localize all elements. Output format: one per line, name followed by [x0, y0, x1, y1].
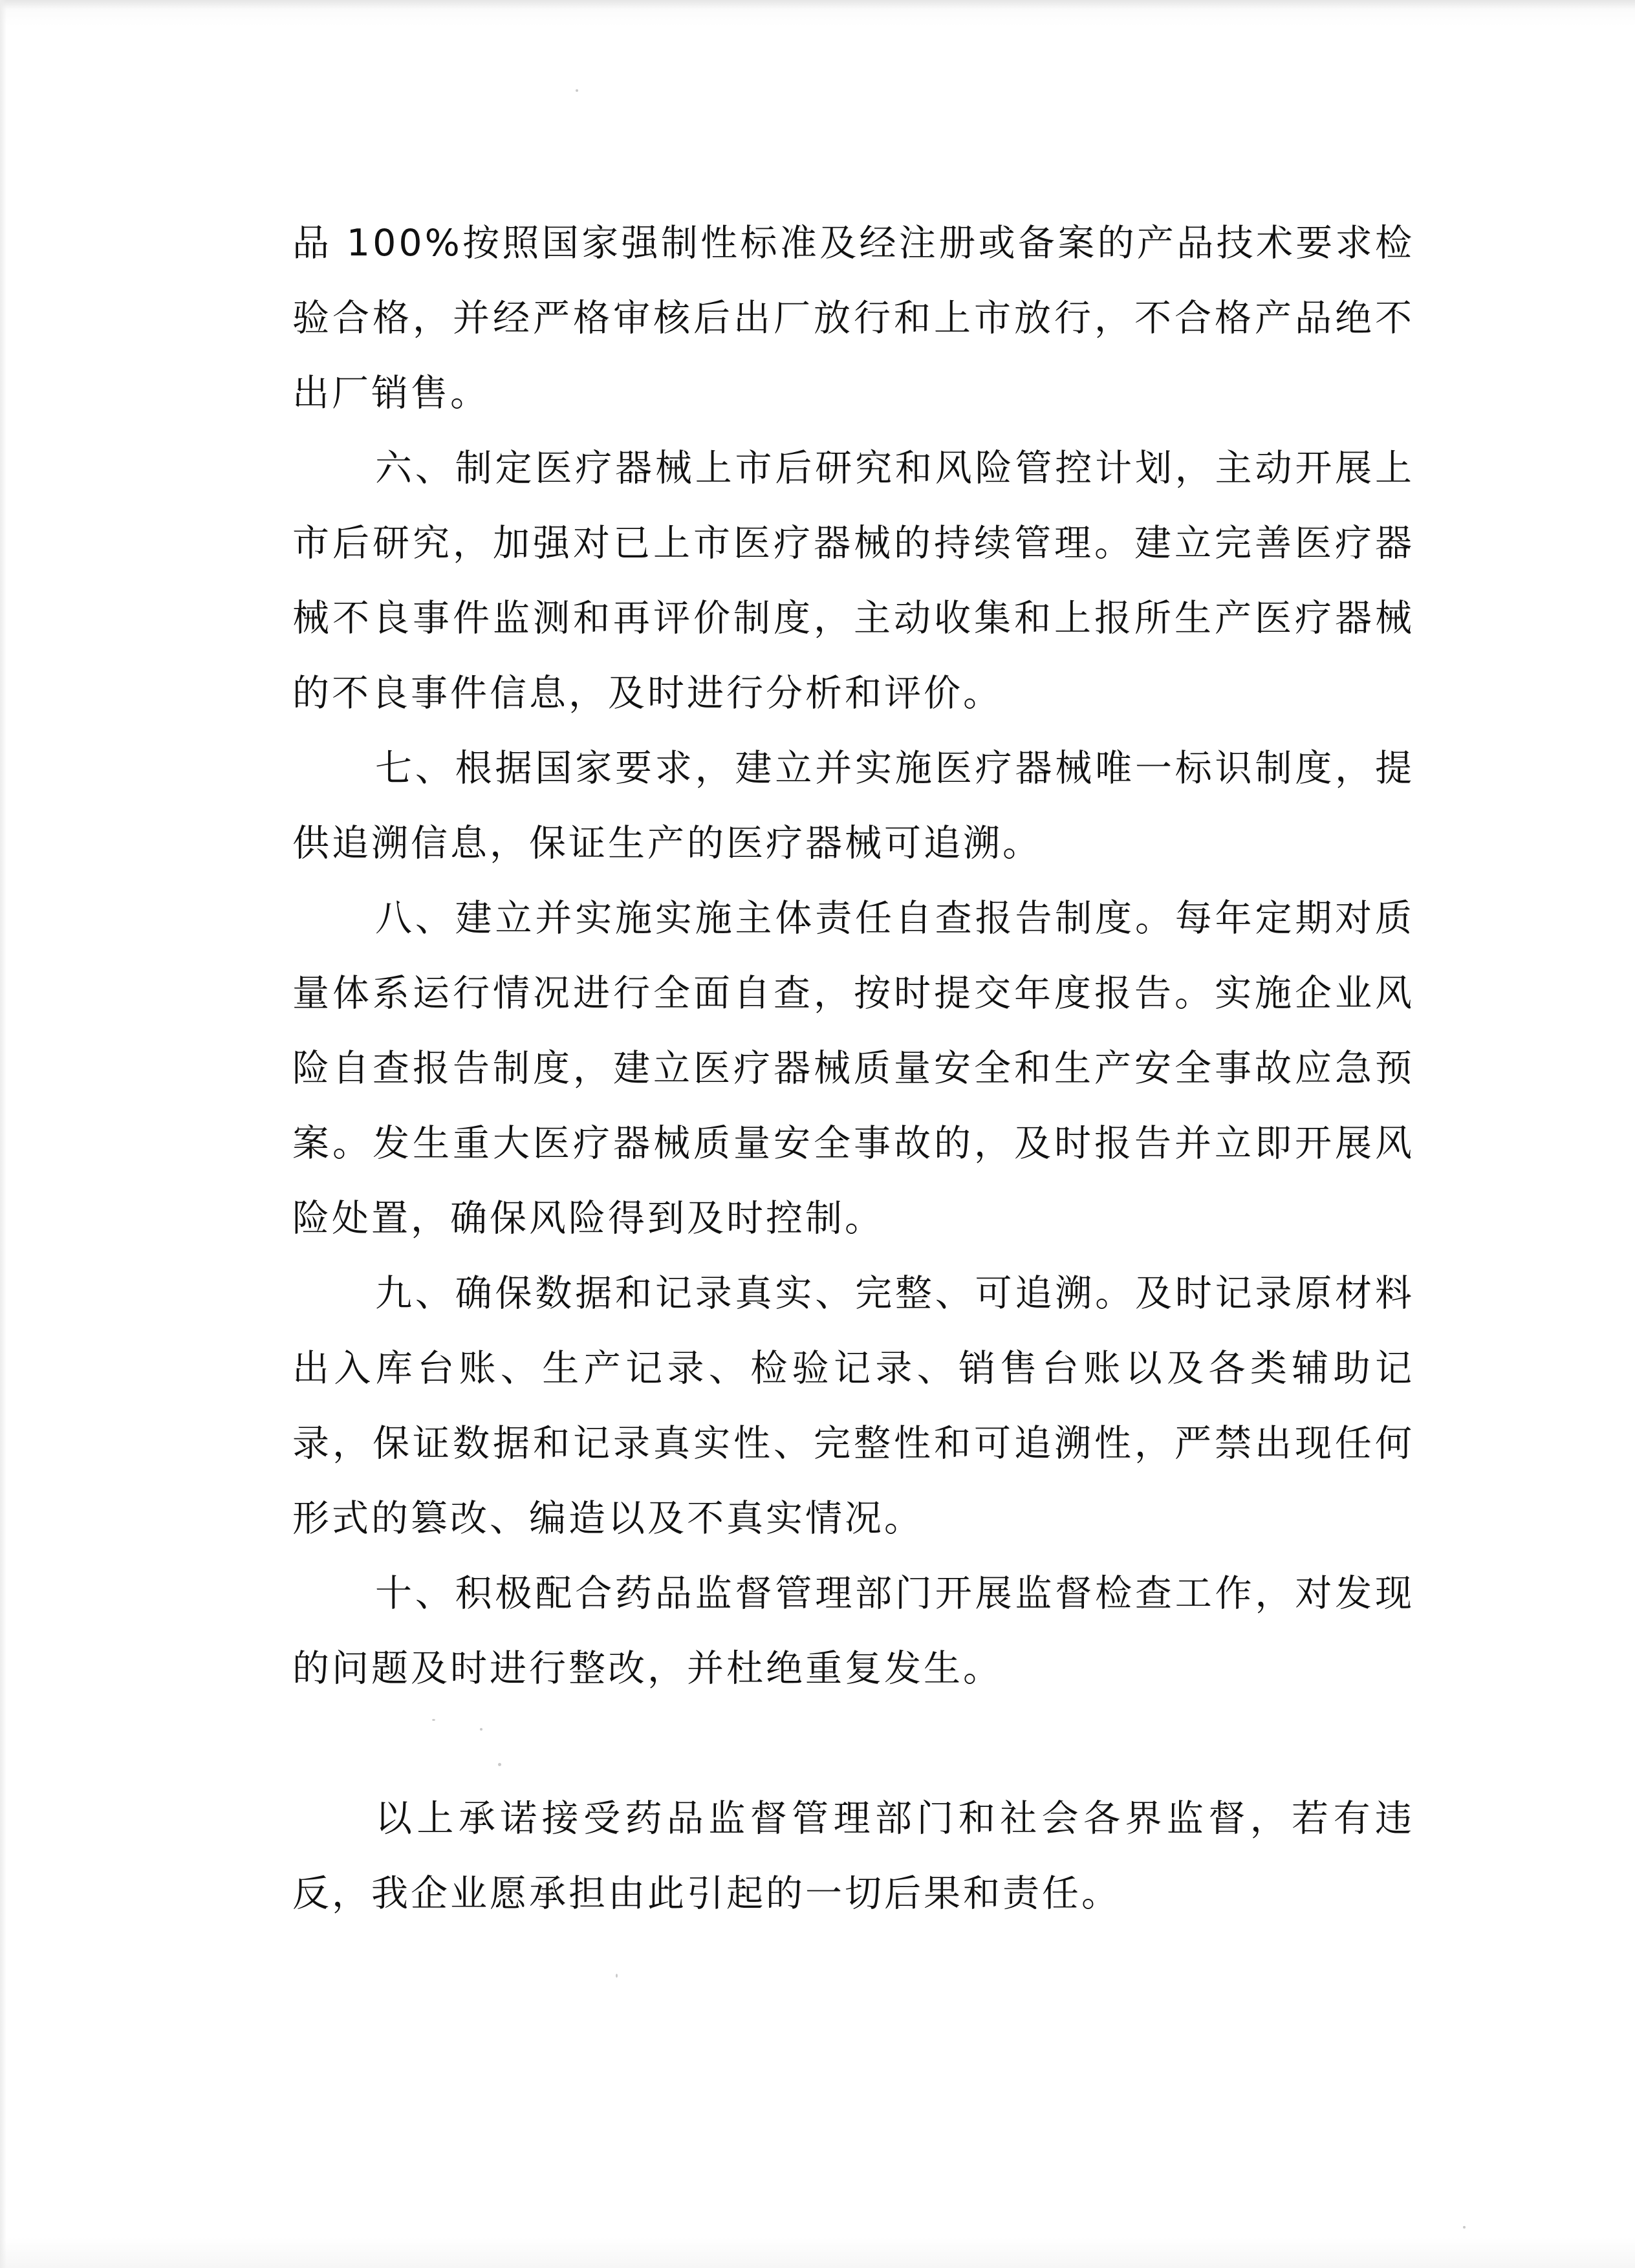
- scan-speck: [498, 1763, 501, 1766]
- closing-statement: 以上承诺接受药品监督管理部门和社会各界监督，若有违反，我企业愿承担由此引起的一切后果和责任。: [292, 1797, 1414, 1915]
- paragraph-item-10: 十、积极配合药品监督管理部门开展监督检查工作，对发现的问题及时进行整改，并杜绝重复发生。: [292, 1572, 1414, 1690]
- commitment-text-body: [292, 206, 1414, 1931]
- scan-speck: [480, 1728, 482, 1731]
- scan-speck: [616, 1974, 618, 1978]
- paragraph-gap: [292, 1706, 1414, 1781]
- scan-edge-left: [0, 0, 6, 2268]
- paragraph-item-9: 九、确保数据和记录真实、完整、可追溯。及时记录原材料出入库台账、生产记录、检验记录、销售台账以及各类辅助记录，保证数据和记录真实性、完整性和可追溯性，严禁出现任何形式的篡改、编造以及不真实情况。: [292, 1272, 1414, 1540]
- scan-speck: [576, 89, 578, 92]
- paragraph-item-7: 七、根据国家要求，建立并实施医疗器械唯一标识制度，提供追溯信息，保证生产的医疗器械可追溯。: [292, 747, 1414, 865]
- paragraph-item-8: 八、建立并实施实施主体责任自查报告制度。每年定期对质量体系运行情况进行全面自查，按时提交年度报告。实施企业风险自查报告制度，建立医疗器械质量安全和生产安全事故应急预案。发生重大医疗器械质量安全事故的，及时报告并立即开展风险处置，确保风险得到及时控制。: [292, 897, 1414, 1240]
- scan-speck: [1463, 2226, 1466, 2229]
- paragraph-continuation: 品 100%按照国家强制性标准及经注册或备案的产品技术要求检验合格，并经严格审核后出厂放行和上市放行，不合格产品绝不出厂销售。: [292, 222, 1414, 415]
- paragraph-item-6: 六、制定医疗器械上市后研究和风险管控计划，主动开展上市后研究，加强对已上市医疗器械的持续管理。建立完善医疗器械不良事件监测和再评价制度，主动收集和上报所生产医疗器械的不良事件信息，及时进行分析和评价。: [292, 447, 1414, 715]
- scan-speck: [432, 1719, 435, 1721]
- scan-edge-top: [0, 0, 1635, 9]
